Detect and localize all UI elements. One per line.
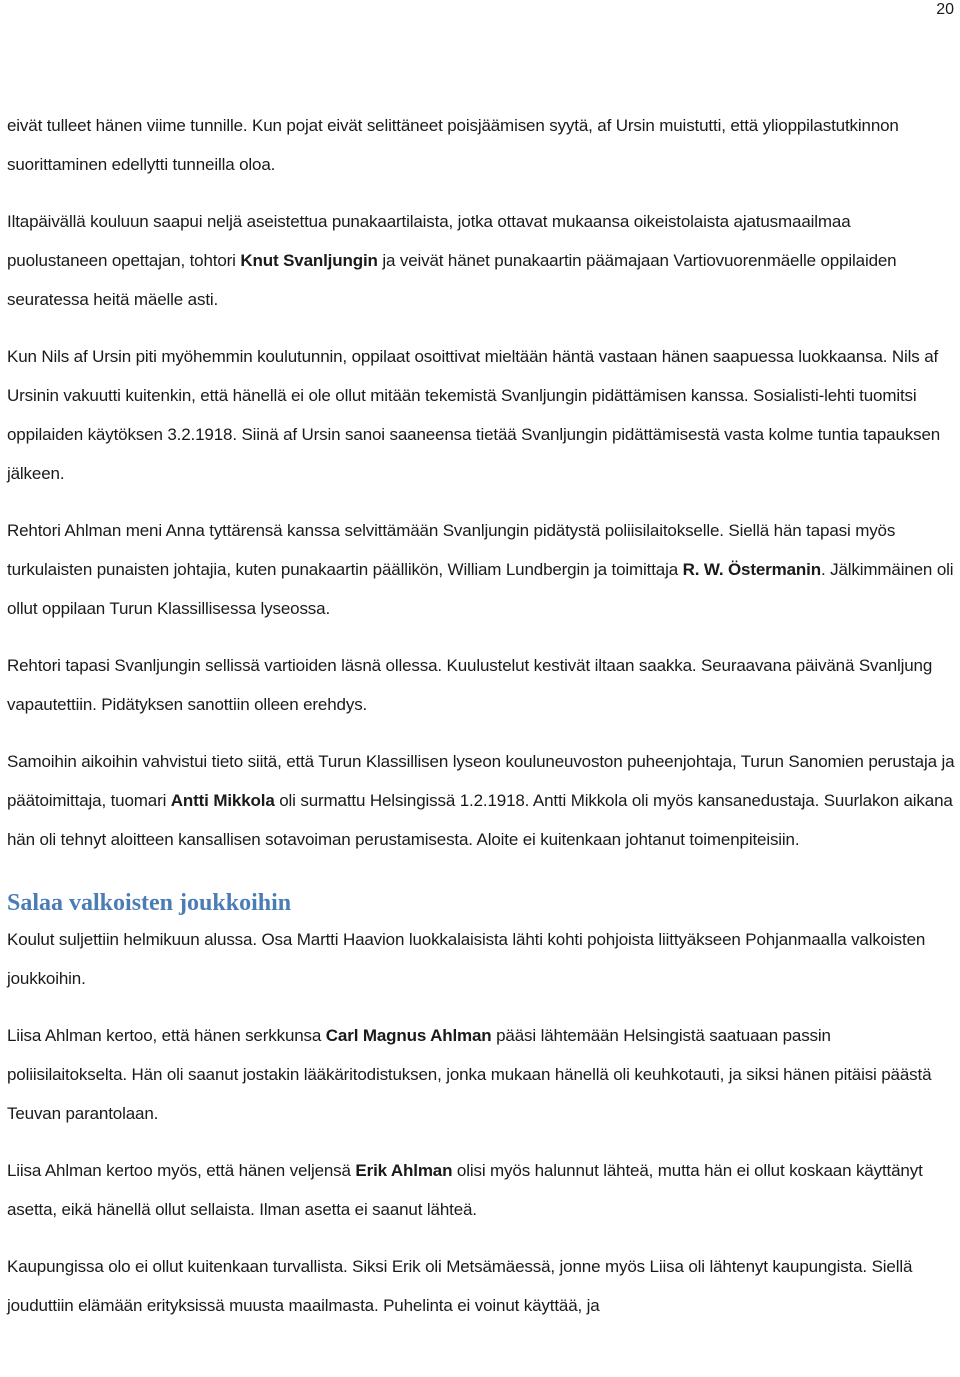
- bold-name: R. W. Östermanin: [682, 560, 821, 579]
- bold-name: Erik Ahlman: [355, 1161, 453, 1180]
- paragraph-10: Kaupungissa olo ei ollut kuitenkaan turvallista. Siksi Erik oli Metsämäessä, jonne myös Liisa oli lähtenyt kaupungista. Siellä jouduttiin elämään erityksissä muusta maailmasta. Puhelinta ei voinut käyttää, ja: [7, 1257, 913, 1315]
- paragraph-2: Iltapäivällä kouluun saapui neljä aseistettua punakaartilaista, jotka ottavat mukaansa oikeistolaista ajatusmaailmaa puolustaneen opettajan, tohtori Knut Svanljungin ja veivät hänet punakaartin päämajaan Vartiovuorenmäelle oppilaiden seuratessa heitä mäelle asti.: [7, 212, 897, 309]
- paragraph-1: eivät tulleet hänen viime tunnille. Kun pojat eivät selittäneet poisjäämisen syytä, af Ursin muistutti, että ylioppilastutkinnon suorittaminen edellytti tunneilla oloa.: [7, 116, 899, 174]
- section-heading: Salaa valkoisten joukkoihin: [7, 890, 292, 916]
- document-body: [7, 106, 955, 1325]
- page-number: 20: [936, 1, 954, 18]
- bold-name: Carl Magnus Ahlman: [325, 1026, 492, 1045]
- paragraph-7: Koulut suljettiin helmikuun alussa. Osa Martti Haavion luokkalaisista lähti kohti pohjoista liittyäkseen Pohjanmaalla valkoisten joukkoihin.: [7, 930, 926, 988]
- paragraph-3: Kun Nils af Ursin piti myöhemmin koulutunnin, oppilaat osoittivat mieltään häntä vastaan hänen saapuessa luokkaansa. Nils af Ursinin vakuutti kuitenkin, että hänellä ei ole ollut mitään tekemistä Svanljungin pidättämisen kanssa. Sosialisti-lehti tuomitsi oppilaiden käytöksen 3.2.1918. Siinä af Ursin sanoi saaneensa tietää Svanljungin pidättämisestä vasta kolme tuntia tapauksen jälkeen.: [7, 347, 941, 483]
- bold-name: Knut Svanljungin: [240, 251, 378, 270]
- paragraph-5: Rehtori tapasi Svanljungin sellissä vartioiden läsnä ollessa. Kuulustelut kestivät iltaan saakka. Seuraavana päivänä Svanljung vapautettiin. Pidätyksen sanottiin olleen erehdys.: [7, 656, 933, 714]
- paragraph-8: Liisa Ahlman kertoo, että hänen serkkunsa Carl Magnus Ahlman pääsi lähtemään Helsingistä saatuaan passin poliisilaitokselta. Hän oli saanut jostakin lääkäritodistuksen, jonka mukaan hänellä oli keuhkotauti, ja siksi hänen pitäisi päästä Teuvan parantolaan.: [7, 1026, 932, 1123]
- paragraph-9: Liisa Ahlman kertoo myös, että hänen veljensä Erik Ahlman olisi myös halunnut lähteä, mutta hän ei ollut koskaan käyttänyt asetta, eikä hänellä ollut sellaista. Ilman asetta ei saanut lähteä.: [7, 1161, 923, 1219]
- bold-name: Antti Mikkola: [170, 791, 275, 810]
- paragraph-4: Rehtori Ahlman meni Anna tyttärensä kanssa selvittämään Svanljungin pidätystä poliisilaitokselle. Siellä hän tapasi myös turkulaisten punaisten johtajia, kuten punakaartin päällikön, William Lundbergin ja toimittaja R. W. Östermanin. Jälkimmäinen oli ollut oppilaan Turun Klassillisessa lyseossa.: [7, 521, 954, 618]
- paragraph-6: Samoihin aikoihin vahvistui tieto siitä, että Turun Klassillisen lyseon kouluneuvoston puheenjohtaja, Turun Sanomien perustaja ja päätoimittaja, tuomari Antti Mikkola oli surmattu Helsingissä 1.2.1918. Antti Mikkola oli myös kansanedustaja. Suurlakon aikana hän oli tehnyt aloitteen kansallisen sotavoiman perustamisesta. Aloite ei kuitenkaan johtanut toimenpiteisiin.: [7, 752, 955, 849]
